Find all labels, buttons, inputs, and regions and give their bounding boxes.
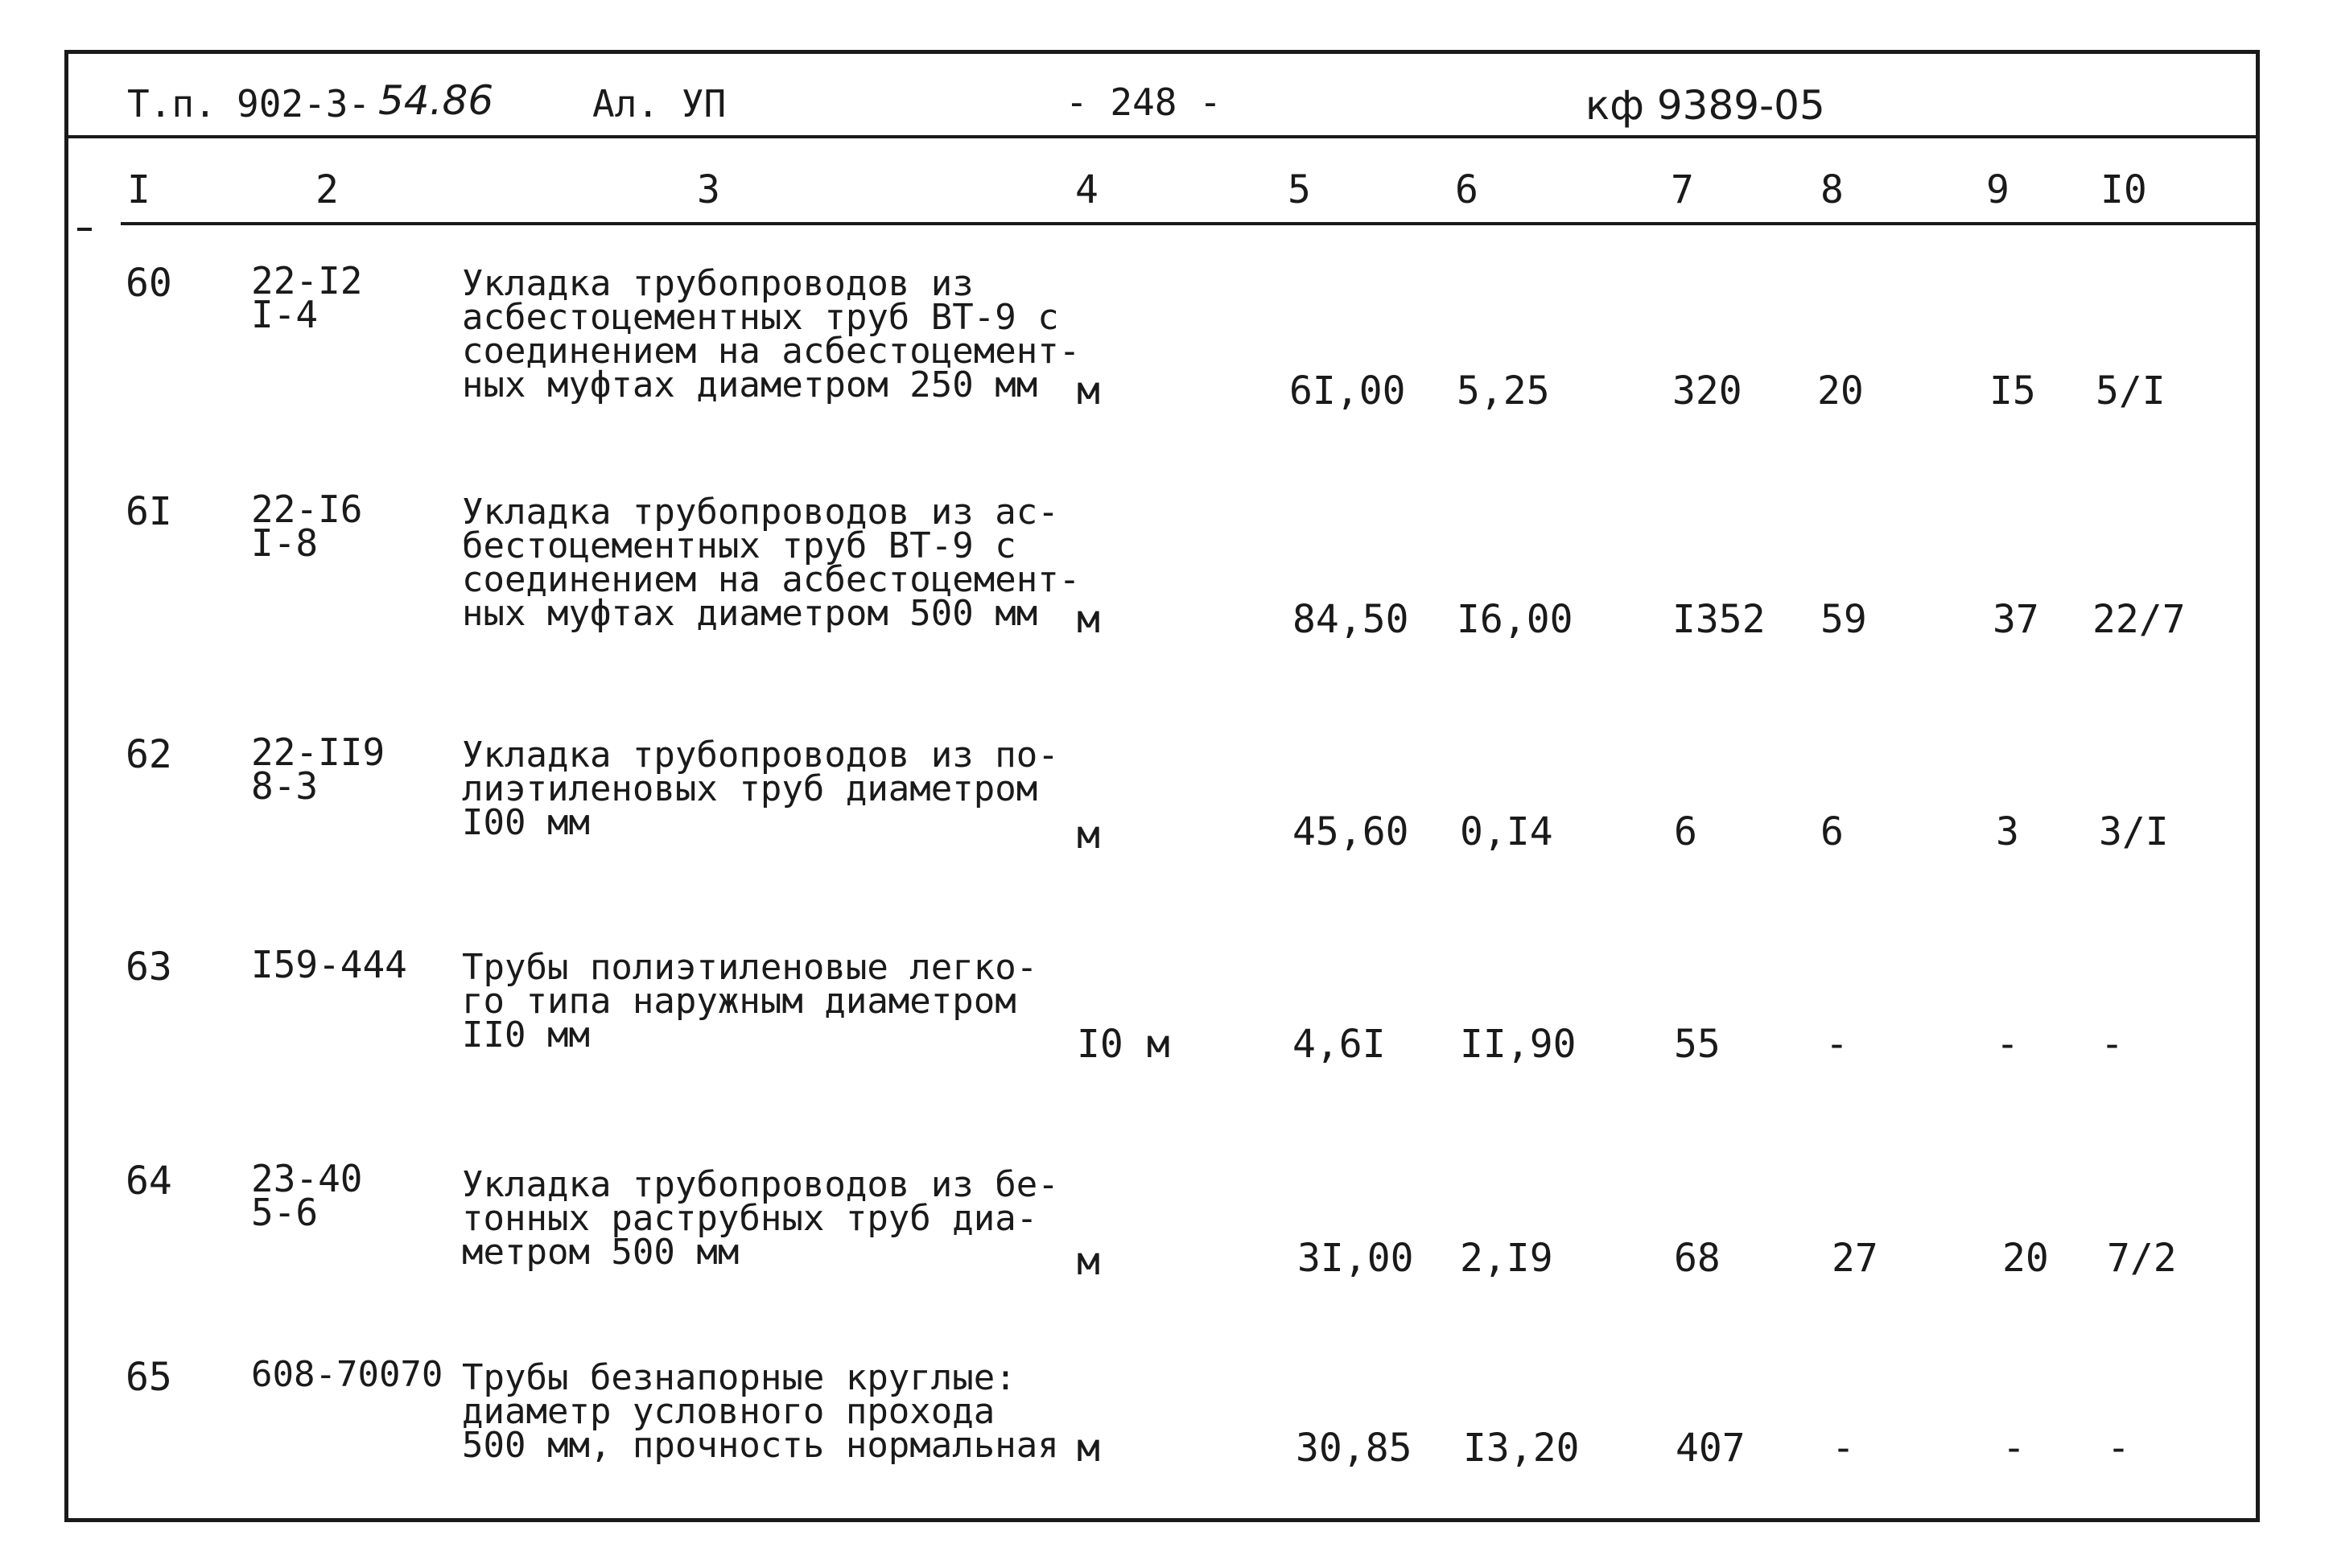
col6-value: 5,25	[1457, 368, 1550, 414]
col8-value: 27	[1832, 1236, 1878, 1281]
col10-value: 7/2	[2107, 1236, 2177, 1281]
col-7: 7	[1671, 167, 1694, 212]
document-code: кф 9389-05	[1585, 82, 1825, 129]
col7-value: 320	[1672, 368, 1742, 414]
unit: м	[1077, 1239, 1100, 1284]
row-number: 62	[126, 732, 172, 777]
col8-value: 59	[1820, 597, 1867, 642]
row-number: 64	[126, 1159, 172, 1204]
row-number: 63	[126, 945, 172, 990]
col-4: 4	[1075, 167, 1099, 212]
col7-value: 68	[1674, 1236, 1721, 1281]
work-description: Трубы безнапорные круглые: диаметр условного прохода 500 мм, прочность нормальная	[462, 1357, 1059, 1466]
col-8: 8	[1820, 167, 1844, 212]
norm-code: I59-444	[251, 943, 407, 986]
col10-value: -	[2100, 1022, 2124, 1067]
project-code-handwritten: 54.86	[378, 77, 494, 124]
unit: I0 м	[1077, 1022, 1170, 1067]
col-9: 9	[1986, 167, 2010, 212]
work-description: Укладка трубопроводов из ас- бестоцементных труб ВТ-9 с соединением на асбестоцемент- ных муфтах диаметром 500 мм	[462, 492, 1081, 634]
page-number: - 248 -	[1066, 80, 1222, 124]
row-number: 65	[126, 1355, 172, 1400]
norm-code: 608-70070	[251, 1354, 443, 1395]
norm-code: 22-I6 I-8	[251, 488, 363, 565]
col5-value: 4,6I	[1292, 1022, 1386, 1067]
col6-value: I6,00	[1457, 597, 1573, 642]
col8-value: -	[1832, 1426, 1855, 1471]
col5-value: 6I,00	[1289, 368, 1406, 414]
col7-value: 407	[1676, 1426, 1746, 1471]
col5-value: 30,85	[1296, 1426, 1412, 1471]
col5-value: 45,60	[1292, 809, 1409, 854]
col8-value: -	[1825, 1022, 1849, 1067]
col6-value: 0,I4	[1460, 809, 1553, 854]
col-3: 3	[697, 167, 720, 212]
tp-label: Т.п.	[127, 82, 216, 126]
col10-value: -	[2107, 1426, 2130, 1471]
unit: м	[1077, 813, 1100, 858]
document-header	[64, 50, 2260, 138]
col9-value: -	[2002, 1426, 2026, 1471]
col-2: 2	[315, 167, 339, 212]
col8-value: 6	[1820, 809, 1844, 854]
row-number: 6I	[126, 489, 172, 534]
col10-value: 22/7	[2092, 597, 2186, 642]
work-description: Укладка трубопроводов из асбестоцементных труб ВТ-9 с соединением на асбестоцемент- ных муфтах диаметром 250 мм	[462, 263, 1081, 405]
row-number: 60	[126, 261, 172, 306]
col9-value: 3	[1996, 809, 2019, 854]
norm-code: 22-I2 I-4	[251, 259, 363, 336]
margin-tick	[77, 228, 92, 231]
work-description: Укладка трубопроводов из бе- тонных раструбных труб диа- метром 500 мм	[462, 1164, 1059, 1273]
col6-value: 2,I9	[1460, 1236, 1553, 1281]
col7-value: 6	[1674, 809, 1697, 854]
col5-value: 3I,00	[1297, 1236, 1414, 1281]
unit: м	[1077, 1426, 1100, 1471]
col9-value: I5	[1989, 368, 2036, 414]
page-frame	[64, 50, 2260, 1522]
norm-code: 23-40 5-6	[251, 1157, 363, 1234]
col9-value: -	[1996, 1022, 2019, 1067]
column-header-rule	[121, 222, 2258, 225]
col7-value: I352	[1672, 597, 1766, 642]
col10-value: 5/I	[2096, 368, 2166, 414]
col9-value: 37	[1993, 597, 2039, 642]
work-description: Трубы полиэтиленовые легко- го типа наружным диаметром II0 мм	[462, 947, 1038, 1056]
unit: м	[1077, 597, 1100, 642]
col-1: I	[127, 167, 150, 212]
norm-code: 22-II9 8-3	[251, 730, 385, 808]
col9-value: 20	[2002, 1236, 2049, 1281]
work-description: Укладка трубопроводов из по- лиэтиленовых труб диаметром I00 мм	[462, 735, 1059, 843]
col-6: 6	[1455, 167, 1478, 212]
col-5: 5	[1288, 167, 1311, 212]
col7-value: 55	[1674, 1022, 1721, 1067]
col8-value: 20	[1817, 368, 1864, 414]
col6-value: I3,20	[1463, 1426, 1580, 1471]
col5-value: 84,50	[1292, 597, 1409, 642]
col10-value: 3/I	[2099, 809, 2169, 854]
project-code: 902-3-	[237, 82, 371, 126]
album-label: Ал. УП	[592, 82, 727, 126]
unit: м	[1077, 368, 1100, 414]
col-10: I0	[2100, 167, 2147, 212]
col6-value: II,90	[1460, 1022, 1577, 1067]
